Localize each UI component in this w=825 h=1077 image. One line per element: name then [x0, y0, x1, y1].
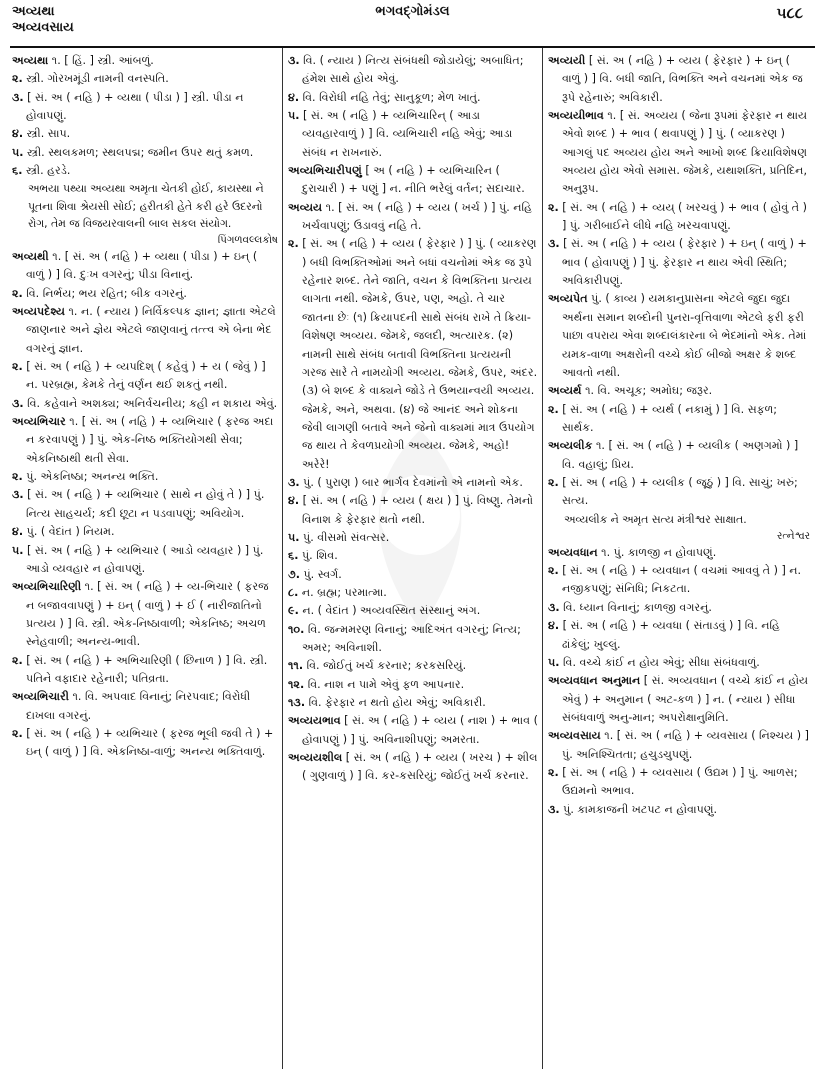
- dictionary-entry: [548, 544, 810, 562]
- sense-line: [548, 235, 810, 290]
- dictionary-entry: [12, 248, 278, 285]
- sense-number: ૫.: [288, 109, 300, 123]
- sense-line: [288, 694, 538, 712]
- sense-number: ૫.: [288, 530, 300, 544]
- definition-text: વિ. જન્મમરણ વિનાનું; આદિઅંત વગરનું; નિત્ય; અમર; અવિનાશી.: [302, 622, 521, 654]
- dictionary-entry: [548, 107, 810, 199]
- definition-text: પું. ( પુરાણ ) બાર ભાર્ગવ દેવમાંનો એ નામનો એક.: [299, 475, 523, 489]
- sense-number: ૪.: [12, 127, 24, 141]
- sense-line: [548, 801, 810, 819]
- dictionary-entry: [548, 727, 810, 764]
- dictionary-entry: [288, 162, 538, 199]
- sense-number: ૧૧.: [288, 659, 304, 673]
- headword: અવ્યપેત: [548, 292, 588, 306]
- sense-number: ૫.: [12, 145, 24, 159]
- guide-word-bottom: અવ્યવસાય: [12, 20, 74, 35]
- headword: અવ્યયભાવ: [288, 714, 341, 728]
- headword: અવ્યવધાન અનુમાન: [548, 674, 641, 688]
- sense-number: ૭.: [288, 567, 300, 581]
- definition-text: પું. શિવ.: [298, 549, 338, 563]
- definition-text: સ્ત્રી. હરડે.: [22, 164, 71, 178]
- sense-line: [12, 358, 278, 395]
- definition-text: [ સં. અ ( નહિ ) + વ્યય ( ફેરફાર ) ] પું. ( વ્યાકરણ ) બધી વિભક્તિઓમાં અને બધાં વચનોમાં એક જ રૂપે રહેનાર શબ્દ. તેને જાતિ, વચન કે વિભક્તિના પ્રત્યય લાગતા નથી. જેમકે, ઉપર, પણ, અહો. તે ચાર જાતના છેઃ (૧) ક્રિયાપદની સાથે સંબંધ રાખે તે ક્રિયા-વિશેષણ અવ્યય. જેમકે, જલદી, અત્યારક. (૨) નામની સાથે સંબંધ બતાવી વિભક્તિના પ્રત્યયની ગરજ સારે તે નામયોગી અવ્યય. જેમકે, ઉપર, અંદર. (૩) બે શબ્દ કે વાક્યને જોડે તે ઉભયાન્વયી અવ્યય. જેમકે, અને, અથવા. (૪) જે આનંદ અને શોકના જેવી લાગણી બતાવે અને જેનો વાક્યમાં માત્ર ઉપયોગ જ થાય તે કેવળપ્રયોગી અવ્યય. જેમકે, અહો! અરેરે!: [298, 237, 538, 471]
- sense-number: ૨.: [288, 237, 299, 251]
- sense-line: [12, 144, 278, 162]
- definition-text: સ્ત્રી. સાપ.: [23, 127, 71, 141]
- definition-text: વિ. ફેરફાર ન થતો હોય એવું; અવિકારી.: [305, 696, 486, 710]
- dictionary-entry: [12, 413, 278, 468]
- definition-text: [ સં. અવ્યવધાન ( વચ્ચે કાંઈ ન હોય એવું ) + અનુમાન ( અટ-કળ ) ] ન. ( ન્યાય ) સીધા સંબંધવાળું અનુ-માન; અપરોક્ષાનુમિતિ.: [562, 674, 809, 724]
- sense-number: ૨.: [12, 470, 23, 484]
- header-divider: [10, 46, 815, 48]
- column-divider-1: [282, 48, 283, 1069]
- definition-text: ન. ( વેદાંત ) અવ્યવસ્થિત સંસ્થાનું અંગ.: [298, 604, 481, 618]
- definition-text: [ સં. અ ( નહિ ) + વ્યય ( ક્ષય ) ] પું. વિષ્ણુ. તેમનો વિનાશ કે ફેરફાર થતો નથી.: [299, 494, 534, 526]
- citation-source: રત્નેશ્વર: [777, 529, 810, 542]
- sense-number: ૨.: [548, 402, 559, 416]
- sense-line: [12, 486, 278, 523]
- sense-line: [12, 70, 278, 88]
- citation-quote: અભયા પથ્યા અવ્યથા અમૃતા ચેતકી હોઈ, કાયસ્થા ને પૂતના શિવા શ્રેયસી સોઈ; હરીતકી હેતે કરી હરે ઉદરનો રોગ, તેમ જ વિજયરવાલની બાલ સકલ સંયોગ.: [28, 182, 264, 230]
- sense-number: ૪.: [288, 494, 300, 508]
- headword: અવ્યભિચારીપણું: [288, 164, 362, 178]
- sense-number: ૨.: [548, 564, 559, 578]
- definition-text: [ સં. અ ( નહિ ) + વ્યવસાય ( ઉદ્યમ ) ] પું. આળસ; ઉદ્યમનો અભાવ.: [558, 765, 798, 798]
- sense-line: [288, 602, 538, 620]
- sense-line: [548, 401, 810, 438]
- dictionary-entry: [12, 578, 278, 651]
- sense-line: [548, 562, 810, 599]
- headword: અવ્યભિચાર: [12, 415, 66, 429]
- column-2: [288, 52, 538, 1070]
- page-number: ૫૮૮: [776, 4, 803, 22]
- definition-text: [ સં. અ ( નહિ ) + અભિચારિણી ( છિનાળ ) ] વિ. સ્ત્રી. પતિને વફાદાર રહેનારી; પતિવ્રતા.: [22, 653, 268, 685]
- sense-number: ૩.: [12, 396, 24, 410]
- definition-text: પું. વીસમો સંવત્સર.: [299, 530, 390, 544]
- definition-text: [ સં. અ ( નહિ ) + વ્યય ( ખરચ ) + શીલ ( ગુણવાળું ) ] વિ. કર-કસરિયું; જોઈતું ખર્ચ કરનાર.: [302, 751, 538, 783]
- sense-number: ૨.: [548, 475, 559, 489]
- definition-text: વિ. ( ન્યાય ) નિત્ય સંબંધથી જોડાયેલું; અબાધિત; હંમેશ સાથે હોય એવું.: [299, 54, 524, 86]
- definition-text: વિ. નાશ ન પામે એવું ફળ આપનાર.: [304, 677, 465, 691]
- definition-text: [ સં. અ ( નહિ ) + વ્યપદિશ્ ( કહેવું ) + ય ( જેવું ) ] ન. પરબ્રહ્મ, કેમકે તેનું વર્ણન થઈ શકતું નથી.: [22, 360, 266, 392]
- sense-line: [288, 474, 538, 492]
- citation-quote: અવ્યલીક ને અમૃત સત્ય મંત્રીશ્વર સાક્ષાત.: [564, 512, 747, 526]
- headword: અવ્યભિચારી: [12, 690, 69, 704]
- definition-text: ૧. પું. કાળજી ન હોવાપણું.: [597, 545, 717, 559]
- column-3: [548, 52, 810, 1070]
- sense-number: ૪.: [288, 90, 300, 104]
- definition-text: ૧. [ સં. અ ( નહિ ) + વ્યલીક ( અણગમો ) ] વિ. વહાલું; પ્રિય.: [562, 439, 799, 471]
- definition-text: ૧. [ સં. અ ( નહિ ) + વ્ય-ભિચાર ( ફરજ ન બજાવવાપણું ) + ઇન્ ( વાળું ) + ઈ ( નારીજાતિનો પ્રત્યય ) ] વિ. સ્ત્રી. એક-નિષ્ઠાવાળી; એકનિષ્ઠ; અચળ સ્નેહવાળી; અનન્ય-ભાવી.: [26, 580, 269, 649]
- sense-number: ૨.: [12, 653, 23, 667]
- sense-line: [12, 162, 278, 180]
- definition-text: ૧. [ હિં. ] સ્ત્રી. આંબળું.: [48, 54, 154, 67]
- definition-text: [ સં. અ ( નહિ ) + વ્યર્થ ( નકામું ) ] વિ. સફળ; સાર્થક.: [558, 402, 777, 434]
- definition-text: [ સં. અ ( નહિ ) + વ્યથા ( પીડા ) ] સ્ત્રી. પીડા ન હોવાપણું.: [23, 90, 244, 123]
- definition-text: ૧. [ સં. અ ( નહિ ) + વ્યભિચાર ( ફરજ અદા ન કરવાપણું ) ] પું. એક-નિષ્ઠ ભક્તિયોગથી સેવા; એકનિષ્ઠાથી થતી સેવા.: [26, 415, 274, 465]
- sense-line: [288, 547, 538, 565]
- dictionary-entry: [288, 749, 538, 786]
- sense-line: [548, 764, 810, 801]
- sense-number: ૪.: [12, 525, 24, 539]
- definition-text: [ સં. અ ( નહિ ) + વ્યય ( ફેરફાર ) + ઇન્ ( વાળું ) + ભાવ ( હોવાપણું ) ] પું. ફેરફાર ન થાય એવી સ્થિતિ; અવિકારીપણું.: [559, 237, 807, 288]
- dictionary-entry: [12, 52, 278, 70]
- definition-text: [ સં. અ ( નહિ ) + વ્યભિચારિન્ ( આડા વ્યવહારવાળું ) ] વિ. વ્યભિચારી નહિ એવું; આડા સંબંધ ન રાખનારું.: [299, 109, 513, 159]
- sense-number: ૩.: [548, 237, 560, 251]
- definition-text: પું. ( કાવ્ય ) યમકાનુપ્રાસના એટલે જુદા જુદા અર્થના સમાન શબ્દોની પુનરા-વૃત્તિવાળા એટલે ફરી ફરી પાછા વપરાય એવા શબ્દાલંકારના બે ભેદમાંનો એક. તેમાં યમક-વાળા અક્ષરોની વચ્ચે કોઈ બીજો અક્ષર કે શબ્દ આવતો નથી.: [562, 292, 807, 379]
- column-1: [12, 52, 278, 1070]
- sense-number: ૩.: [12, 90, 24, 104]
- sense-line: [288, 566, 538, 584]
- dictionary-entry: [548, 290, 810, 382]
- sense-line: [12, 285, 278, 303]
- headword: અવ્યભિચારિણી: [12, 580, 82, 594]
- sense-number: ૨.: [12, 726, 23, 740]
- sense-number: ૩.: [288, 54, 300, 67]
- sense-number: ૩.: [548, 600, 560, 614]
- sense-number: ૨.: [12, 360, 23, 374]
- dictionary-entry: [288, 199, 538, 236]
- headword: અવ્યવધાન: [548, 545, 598, 559]
- sense-line: [12, 542, 278, 579]
- definition-text: પું. એકનિષ્ઠા; અનન્ય ભક્તિ.: [22, 470, 159, 484]
- definition-text: વિ. વચ્ચે કાંઈ ન હોય એવું; સીધા સંબંધવાળું.: [559, 655, 760, 669]
- headword: અવ્યલીક: [548, 439, 593, 453]
- sense-number: ૬.: [288, 549, 299, 563]
- sense-number: ૧૨.: [288, 677, 305, 691]
- sense-number: ૯.: [288, 604, 299, 618]
- headword: અવ્યથા: [12, 54, 49, 67]
- sense-line: [288, 676, 538, 694]
- sense-number: ૮.: [288, 585, 299, 599]
- definition-text: વિ. વિરોધી નહિ તેવું; સાનુકૂળ; મેળ ખાતું.: [299, 90, 481, 104]
- sense-line: [288, 107, 538, 162]
- definition-text: [ સં. અ ( નહિ ) + વ્યવધા ( સંતાડવું ) ] વિ. નહિ ઢાંકેલું; ખુલ્લું.: [559, 619, 780, 651]
- sense-number: ૩.: [12, 488, 24, 502]
- headword: અવ્યપદેશ્ય: [12, 305, 65, 319]
- sense-line: [548, 617, 810, 654]
- sense-line: [12, 89, 278, 126]
- citation-source: પિંગળવલ્લકોષ: [217, 234, 278, 247]
- sense-line: [288, 584, 538, 602]
- definition-text: ૧. [ સં. અ ( નહિ ) + વ્યવસાય ( નિશ્ચય ) ] પું. અનિશ્ચિતતા; હચુડચુપણું.: [562, 729, 809, 761]
- definition-text: [ સં. અ ( નહિ ) + વ્યભિચાર ( આડો વ્યવહાર ) ] પું. આડો વ્યવહાર ન હોવાપણું.: [23, 543, 264, 575]
- sense-number: ૨.: [548, 765, 559, 779]
- definition-text: [ સં. અ ( નહિ ) + વ્યય્ ( ખરચવું ) + ભાવ ( હોવું તે ) ] પું. ગરીબાઈને લીધે નહિ ખરચવાપણું.: [558, 200, 807, 233]
- sense-line: [12, 125, 278, 143]
- column-divider-2: [542, 48, 543, 1069]
- dictionary-entry: [548, 672, 810, 727]
- dictionary-entry: [548, 52, 810, 107]
- guide-word-top: અવ્યથા: [12, 4, 55, 19]
- definition-text: ૧. [ સં. અવ્યય ( જેના રૂપમાં ફેરફાર ન થાય એવો શબ્દ ) + ભાવ ( થવાપણું ) ] પું. ( વ્યાકરણ ) આગલું પદ અવ્યય હોય અને આખો શબ્દ ક્રિયાવિશેષણ અવ્યય હોય એવો સમાસ. જેમકે, યથાશક્તિ, પ્રતિદિન, અનુરૂપ.: [562, 109, 808, 196]
- sense-line: [12, 523, 278, 541]
- sense-line: [288, 235, 538, 473]
- sense-number: ૬.: [12, 164, 23, 178]
- sense-number: ૪.: [548, 619, 560, 633]
- definition-text: વિ. ધ્યાન વિનાનું; કાળજી વગરનું.: [559, 600, 712, 614]
- definition-text: સ્ત્રી. ગોરખમૂંડી નામની વનસ્પતિ.: [22, 72, 169, 86]
- sense-number: ૩.: [548, 802, 560, 816]
- definition-text: પું. સ્વર્ગ.: [299, 567, 342, 581]
- definition-text: [ સં. અ ( નહિ ) + વ્યય ( નાશ ) + ભાવ ( હોવાપણું ) ] પું. અવિનાશીપણું; અમરતા.: [302, 714, 538, 746]
- dictionary-entry: [288, 712, 538, 749]
- definition-text: [ સં. અ ( નહિ ) + વ્યવધાન ( વચમાં આવવું તે ) ] ન. નજીકપણું; સંનિધિ; નિકટતા.: [558, 564, 802, 596]
- sense-line: [288, 89, 538, 107]
- definition-text: વિ. જોઈતું ખર્ચ કરનાર; કરકસરિયું.: [303, 659, 467, 673]
- sense-line: [548, 654, 810, 672]
- sense-number: ૨.: [12, 72, 23, 86]
- sense-line: [288, 492, 538, 529]
- definition-text: ૧. વિ. અપવાદ વિનાનું; નિરપવાદ; વિરોધી દાખલા વગરનું.: [26, 690, 251, 722]
- headword: અવ્યયી: [548, 54, 586, 67]
- definition-text: વિ. નિર્ભય; ભય રહિત; બીક વગરનું.: [22, 286, 187, 300]
- sense-number: ૧૩.: [288, 696, 306, 710]
- dictionary-entry: [548, 437, 810, 474]
- definition-text: વિ. કહેવાને અશક્ય; અનિર્વચનીય; કહી ન શકાય એવું.: [23, 396, 278, 410]
- sense-number: ૫.: [12, 543, 24, 557]
- definition-text: સ્ત્રી. સ્થલકમળ; સ્થલપદ્મ; જમીન ઉપર થતું કમળ.: [23, 145, 254, 159]
- sense-number: ૨.: [548, 200, 559, 214]
- sense-number: ૩.: [288, 475, 300, 489]
- dictionary-entry: [12, 688, 278, 725]
- definition-text: [ અ ( નહિ ) + વ્યભિચારિન ( દુરાચારી ) + પણું ] ન. નીતિ ભરેલું વર્તન; સદાચાર.: [302, 164, 525, 196]
- headword: અવ્યથી: [12, 250, 49, 264]
- definition-text: ૧. વિ. અચૂક; અમોઘ; જરૂર.: [581, 384, 713, 398]
- sense-line: [12, 652, 278, 689]
- definition-text: પું. ( વેદાંત ) નિયમ.: [23, 525, 115, 539]
- sense-line: [288, 52, 538, 89]
- definition-text: ૧. [ સં. અ ( નહિ ) + વ્યય ( ખર્ચ ) ] પું. નહિ ખર્ચવાપણું; ઉડાવવું નહિ તે.: [302, 200, 532, 233]
- definition-text: [ સં. અ ( નહિ ) + વ્યલીક ( જૂઠું ) ] વિ. સાચું; ખરું; સત્ય.: [558, 475, 798, 508]
- sense-line: [12, 395, 278, 413]
- sense-line: [548, 599, 810, 617]
- sense-line: [12, 725, 278, 762]
- definition-text: ૧. [ સં. અ ( નહિ ) + વ્યથા ( પીડા ) + ઇન્ ( વાળું ) ] વિ. દુઃખ વગરનું; પીડા વિનાનું.: [26, 250, 258, 282]
- sense-line: [548, 474, 810, 511]
- sense-number: ૨.: [12, 286, 23, 300]
- headword: અવ્યય: [288, 200, 323, 214]
- dictionary-entry: [548, 382, 810, 400]
- definition-text: પું. કામકાજની ખટપટ ન હોવાપણું.: [559, 802, 718, 816]
- definition-text: ન. બ્રહ્મ; પરમાત્મા.: [298, 585, 387, 599]
- sense-line: [288, 621, 538, 658]
- sense-line: [12, 468, 278, 486]
- sense-line: [288, 529, 538, 547]
- headword: અવ્યવસાય: [548, 729, 601, 743]
- sense-line: [288, 657, 538, 675]
- sense-number: ૫.: [548, 655, 560, 669]
- headword: અવ્યયીભાવ: [548, 109, 604, 123]
- definition-text: [ સં. અ ( નહિ ) + વ્યય ( ફેરફાર ) + ઇન્ ( વાળું ) ] વિ. બધી જાતિ, વિભક્તિ અને વચનમાં એક જ રૂપે રહેનારું; અવિકારી.: [562, 54, 803, 104]
- sense-number: ૧૦.: [288, 622, 305, 636]
- headword: અવ્યયશીલ: [288, 751, 343, 765]
- sense-line: [548, 199, 810, 236]
- running-title: ભગવદ્ગોમંડલ: [375, 4, 450, 19]
- definition-text: ૧. ન. ( ન્યાય ) નિર્વિકલ્પક જ્ઞાન; જ્ઞાતા એટલે જાણનાર અને જ્ઞેય એટલે જાણવાનું તત્ત્વ એ બેના ભેદ વગરનું જ્ઞાન.: [26, 305, 276, 355]
- definition-text: [ સં. અ ( નહિ ) + વ્યભિચાર ( ફરજ ભૂલી જવી તે ) + ઇન્ ( વાળું ) ] વિ. એકનિષ્ઠા-વાળું; અનન્ય ભક્તિવાળું.: [22, 726, 274, 759]
- definition-text: [ સં. અ ( નહિ ) + વ્યભિચાર ( સાથે ન હોવું તે ) ] પું. નિત્ય સાહચર્ય; કદી છૂટા ન પડવાપણું; અવિયોગ.: [23, 488, 265, 520]
- headword: અવ્યર્થ: [548, 384, 582, 398]
- dictionary-entry: [12, 303, 278, 358]
